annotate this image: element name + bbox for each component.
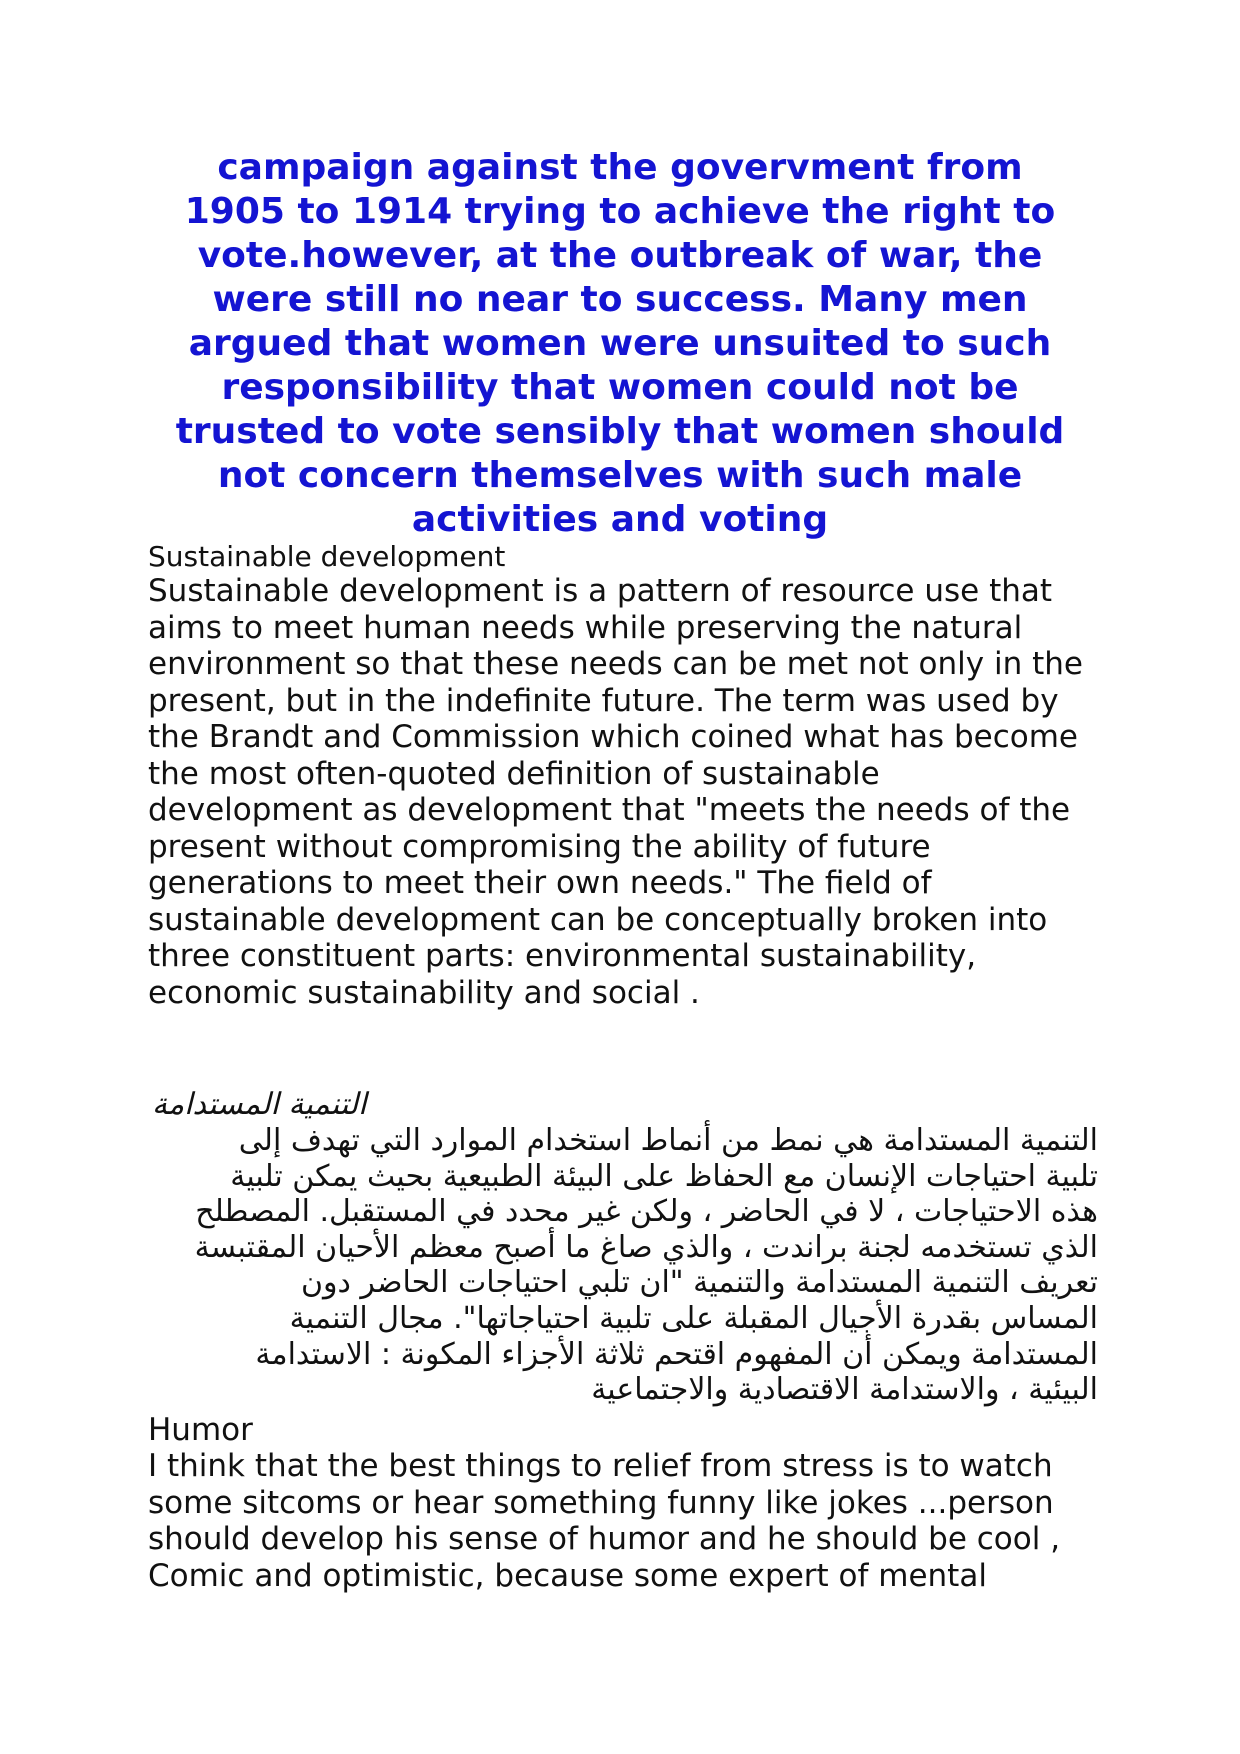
arabic-line: المساس بقدرة الأجيال المقبلة على تلبية احتياجاتها". مجال التنمية [289,1300,1098,1336]
arabic-line: الذي تستخدمه لجنة براندت ، والذي صاغ ما أصبح معظم الأحيان المقتبسة [194,1229,1098,1265]
heading-line: not concern themselves with such male [217,455,1023,496]
paragraph-line: aims to meet human needs while preserving the natural [148,609,1023,646]
paragraph-line: the Brandt and Commission which coined what has become [148,719,1078,755]
heading-line: argued that women were unsuited to such [188,323,1052,364]
sustainable-paragraph [148,573,1118,1011]
heading-line: trusted to vote sensibly that women should [175,411,1065,452]
paragraph-line: the most often-quoted definition of sustainable [148,755,880,792]
arabic-line: البيئية ، والاستدامة الاقتصادية والاجتماعية [591,1372,1098,1408]
heading-line: responsibility that women could not be [221,367,1019,408]
sustainable-title: Sustainable development [148,540,506,573]
paragraph-line: some sitcoms or hear something funny like jokes ...person [148,1484,1054,1521]
arabic-line: تعريف التنمية المستدامة والتنمية "ان تلبي احتياجات الحاضر دون [301,1265,1098,1301]
heading-line: activities and voting [411,499,829,540]
paragraph-line: three constituent parts: environmental sustainability, [148,938,977,974]
arabic-title: التنمية المستدامة [152,1087,367,1122]
paragraph-line: should develop his sense of humor and he should be cool , [148,1521,1061,1557]
heading-line: vote.however, at the outbreak of war, the [197,235,1043,276]
humor-paragraph [148,1448,1118,1594]
heading-paragraph [140,146,1100,542]
heading-line: were still no near to success. Many men [212,279,1028,320]
arabic-paragraph [148,1123,1098,1408]
paragraph-line: environment so that these needs can be met not only in the [148,646,1083,682]
arabic-line: تلبية احتياجات الإنسان مع الحفاظ على البيئة الطبيعية بحيث يمكن تلبية [230,1158,1098,1194]
paragraph-line: development as development that "meets the needs of the [148,792,1071,828]
paragraph-line: economic sustainability and social . [148,974,700,1011]
paragraph-line: present, but in the indefinite future. The term was used by [148,682,1059,719]
arabic-line: هذه الاحتياجات ، لا في الحاضر ، ولكن غير محدد في المستقبل. المصطلح [195,1194,1098,1230]
heading-line: 1905 to 1914 trying to achieve the right to [184,191,1056,232]
paragraph-line: Comic and optimistic, because some expert of mental [148,1557,987,1594]
paragraph-line: I think that the best things to relief from stress is to watch [148,1448,1053,1484]
paragraph-line: sustainable development can be conceptually broken into [148,901,1048,938]
paragraph-line: generations to meet their own needs." The field of [148,865,932,901]
paragraph-line: Sustainable development is a pattern of resource use that [148,573,1053,609]
humor-title: Humor [148,1412,253,1448]
paragraph-line: present without compromising the ability of future [148,828,931,865]
heading-line: campaign against the govervment from [217,147,1023,188]
arabic-line: المستدامة ويمكن أن المفهوم اقتحم ثلاثة الأجزاء المكونة : الاستدامة [255,1336,1098,1372]
arabic-line: التنمية المستدامة هي نمط من أنماط استخدام الموارد التي تهدف إلى [238,1123,1098,1158]
